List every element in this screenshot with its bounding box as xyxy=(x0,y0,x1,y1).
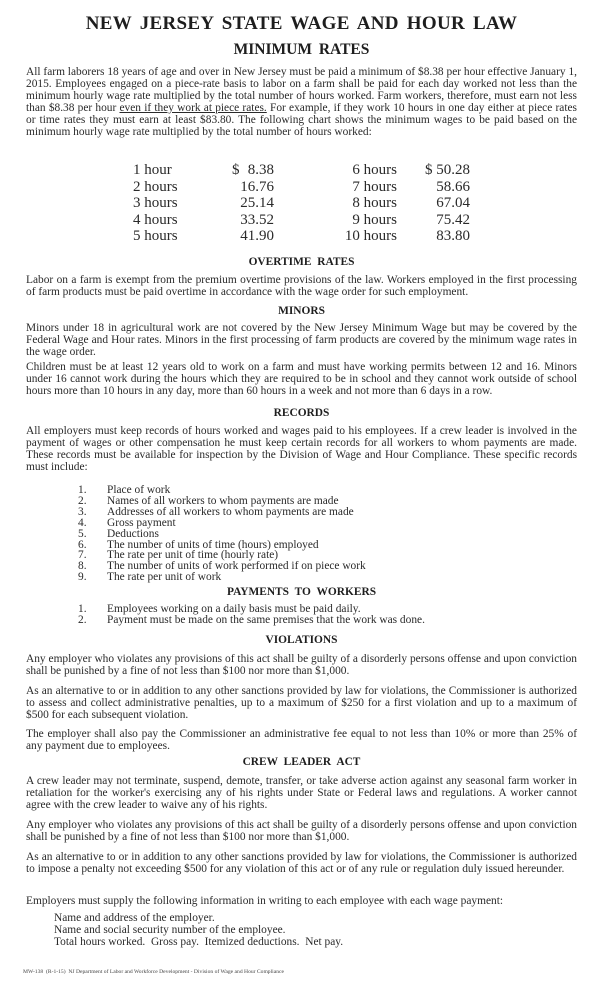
list-item: 4. Gross payment xyxy=(78,516,176,529)
hours-cell: 4 hours xyxy=(133,211,178,228)
amount-cell: 33.52 xyxy=(240,211,274,228)
amount-cell: 16.76 xyxy=(240,178,274,195)
list-item: Total hours worked. Gross pay. Itemized deductions. Net pay. xyxy=(54,936,344,949)
amount-cell: 8.38 xyxy=(247,162,274,178)
list-item: 7. The rate per unit of time (hourly rate) xyxy=(78,549,279,562)
list-item: 9. The rate per unit of work xyxy=(78,571,222,584)
hours-cell: 6 hours xyxy=(352,162,397,178)
document-title: NEW JERSEY STATE WAGE AND HOUR LAW xyxy=(85,13,518,34)
currency-symbol: $ xyxy=(232,162,240,178)
list-item: Name and address of the employer. xyxy=(54,912,215,924)
hours-cell: 8 hours xyxy=(352,195,397,212)
list-item: 1. Employees working on a daily basis must be paid daily. xyxy=(78,603,361,615)
intro-text-2: For example, if they work 10 hours in one day either at piece rates or time rates they must earn at least $83.80. The following chart shows the minimum wages to be paid based on the minimum hourly wage rate multiplied by the total number of hours worked: xyxy=(26,102,577,138)
records-paragraph: All employers must keep records of hours worked and wages paid to his employees. If a crew leader is involved in the payment of wages or other compensation he must keep certain records for all workers to whom payments are made. These records must be available for inspection by the Division of Wage and Hour Compliance. These specific records must include: xyxy=(26,425,577,473)
crew-leader-paragraph: As an alternative to or in addition to any other sanctions provided by law for violations, the Commissioner is authorized to impose a penalty not exceeding $500 for any violation of this act or of any rule or regulation duly issued hereunder. xyxy=(26,851,577,875)
overtime-rates-heading: OVERTIME RATES xyxy=(248,256,355,268)
amount-cell: 83.80 xyxy=(436,228,470,245)
intro-paragraph xyxy=(26,66,577,138)
list-item: Name and social security number of the employee. xyxy=(54,924,286,937)
hours-cell: 5 hours xyxy=(133,228,178,245)
payments-list xyxy=(78,604,425,626)
hours-cell: 7 hours xyxy=(352,178,397,195)
amount-cell: 25.14 xyxy=(240,195,274,212)
form-footer: MW-138 (R-1-15) NJ Department of Labor and Workforce Development - Division of Wage and Hour Compliance xyxy=(23,969,284,975)
amount-cell: 41.90 xyxy=(240,228,274,245)
amount-cell: 67.04 xyxy=(436,195,470,212)
list-item: 1. Place of work xyxy=(78,484,171,496)
crew-leader-paragraph: A crew leader may not terminate, suspend, demote, transfer, or take adverse action against any seasonal farm worker in retaliation for the worker's exercising any of his rights under State or Federal laws and regulations. A worker cannot agree with the crew leader to waive any of his rights. xyxy=(26,775,577,811)
list-item: 3. Addresses of all workers to whom payments are made xyxy=(78,505,354,518)
required-info-list xyxy=(54,912,343,949)
violations-paragraph: Any employer who violates any provisions of this act shall be guilty of a disorderly persons offense and upon conviction shall be punished by a fine of not less than $100 nor more than $1,000. xyxy=(26,653,577,677)
list-item: 5. Deductions xyxy=(78,527,159,540)
records-heading: RECORDS xyxy=(273,407,330,419)
minors-heading: MINORS xyxy=(278,305,325,317)
crew-leader-heading: CREW LEADER ACT xyxy=(242,756,361,768)
amount-cell: 58.66 xyxy=(436,178,470,195)
records-list xyxy=(78,485,366,583)
payments-heading: PAYMENTS TO WORKERS xyxy=(226,586,377,598)
violations-paragraph: The employer shall also pay the Commissioner an administrative fee equal to not less than 10% or more than 25% of any payment due to employees. xyxy=(26,728,577,752)
intro-text-1: All farm laborers 18 years of age and over in New Jersey must be paid a minimum of $8.38 per hour effective January 1, 2015. Employees engaged on a piece-rate basis to labor on a farm shall be paid for each day worked not less than the minimum hourly wage rate multiplied by the total number of hours worked. Farm workers, therefore, must earn not less than $8.38 per hour xyxy=(26,66,577,114)
crew-leader-paragraph: Any employer who violates any provisions of this act shall be guilty of a disorderly persons offense and upon conviction shall be punished by a fine of not less than $100 nor more than $1,000. xyxy=(26,819,577,843)
amount-cell: $ 50.28 xyxy=(425,162,470,178)
hours-cell: 10 hours xyxy=(344,228,397,245)
violations-paragraph: As an alternative to or in addition to any other sanctions provided by law for violations, the Commissioner is authorized to assess and collect administrative penalties, up to a maximum of $250 for a first violation and up to a maximum of $500 for each subsequent violation. xyxy=(26,685,577,721)
hours-cell: 2 hours xyxy=(133,178,178,195)
overtime-paragraph: Labor on a farm is exempt from the premium overtime provisions of the law. Workers employed in the first processing of farm products must be paid overtime in accordance with the wage order for such employment. xyxy=(26,274,577,298)
list-item: 6. The number of units of time (hours) employed xyxy=(78,538,319,551)
hours-cell: 9 hours xyxy=(352,211,397,228)
amount-cell: 75.42 xyxy=(436,211,470,228)
list-item: 2. Payment must be made on the same premises that the work was done. xyxy=(78,613,425,626)
hours-cell: 3 hours xyxy=(133,195,178,212)
list-item: 8. The number of units of work performed if on piece work xyxy=(78,560,366,573)
list-item: 2. Names of all workers to whom payments are made xyxy=(78,494,339,507)
intro-underlined-text: even if they work at piece rates. xyxy=(119,102,267,114)
minors-paragraph: Minors under 18 in agricultural work are not covered by the New Jersey Minimum Wage but may be covered by the Federal Wage and Hour rates. Minors in the first processing of farm products are covered by the minimum wage rates in the wage order. xyxy=(26,322,577,358)
minors-paragraph: Children must be at least 12 years old to work on a farm and must have working permits between 12 and 16. Minors under 16 cannot work during the hours which they are required to be in school and they cannot work outside of school hours more than 10 hours in any day, more than 60 hours in a week and not more than 6 days in a row. xyxy=(26,361,577,397)
crew-leader-paragraph: Employers must supply the following information in writing to each employee with each wage payment: xyxy=(26,895,504,907)
hours-cell: 1 hour xyxy=(133,162,172,178)
violations-heading: VIOLATIONS xyxy=(265,634,338,646)
minimum-rates-heading: MINIMUM RATES xyxy=(233,41,370,58)
